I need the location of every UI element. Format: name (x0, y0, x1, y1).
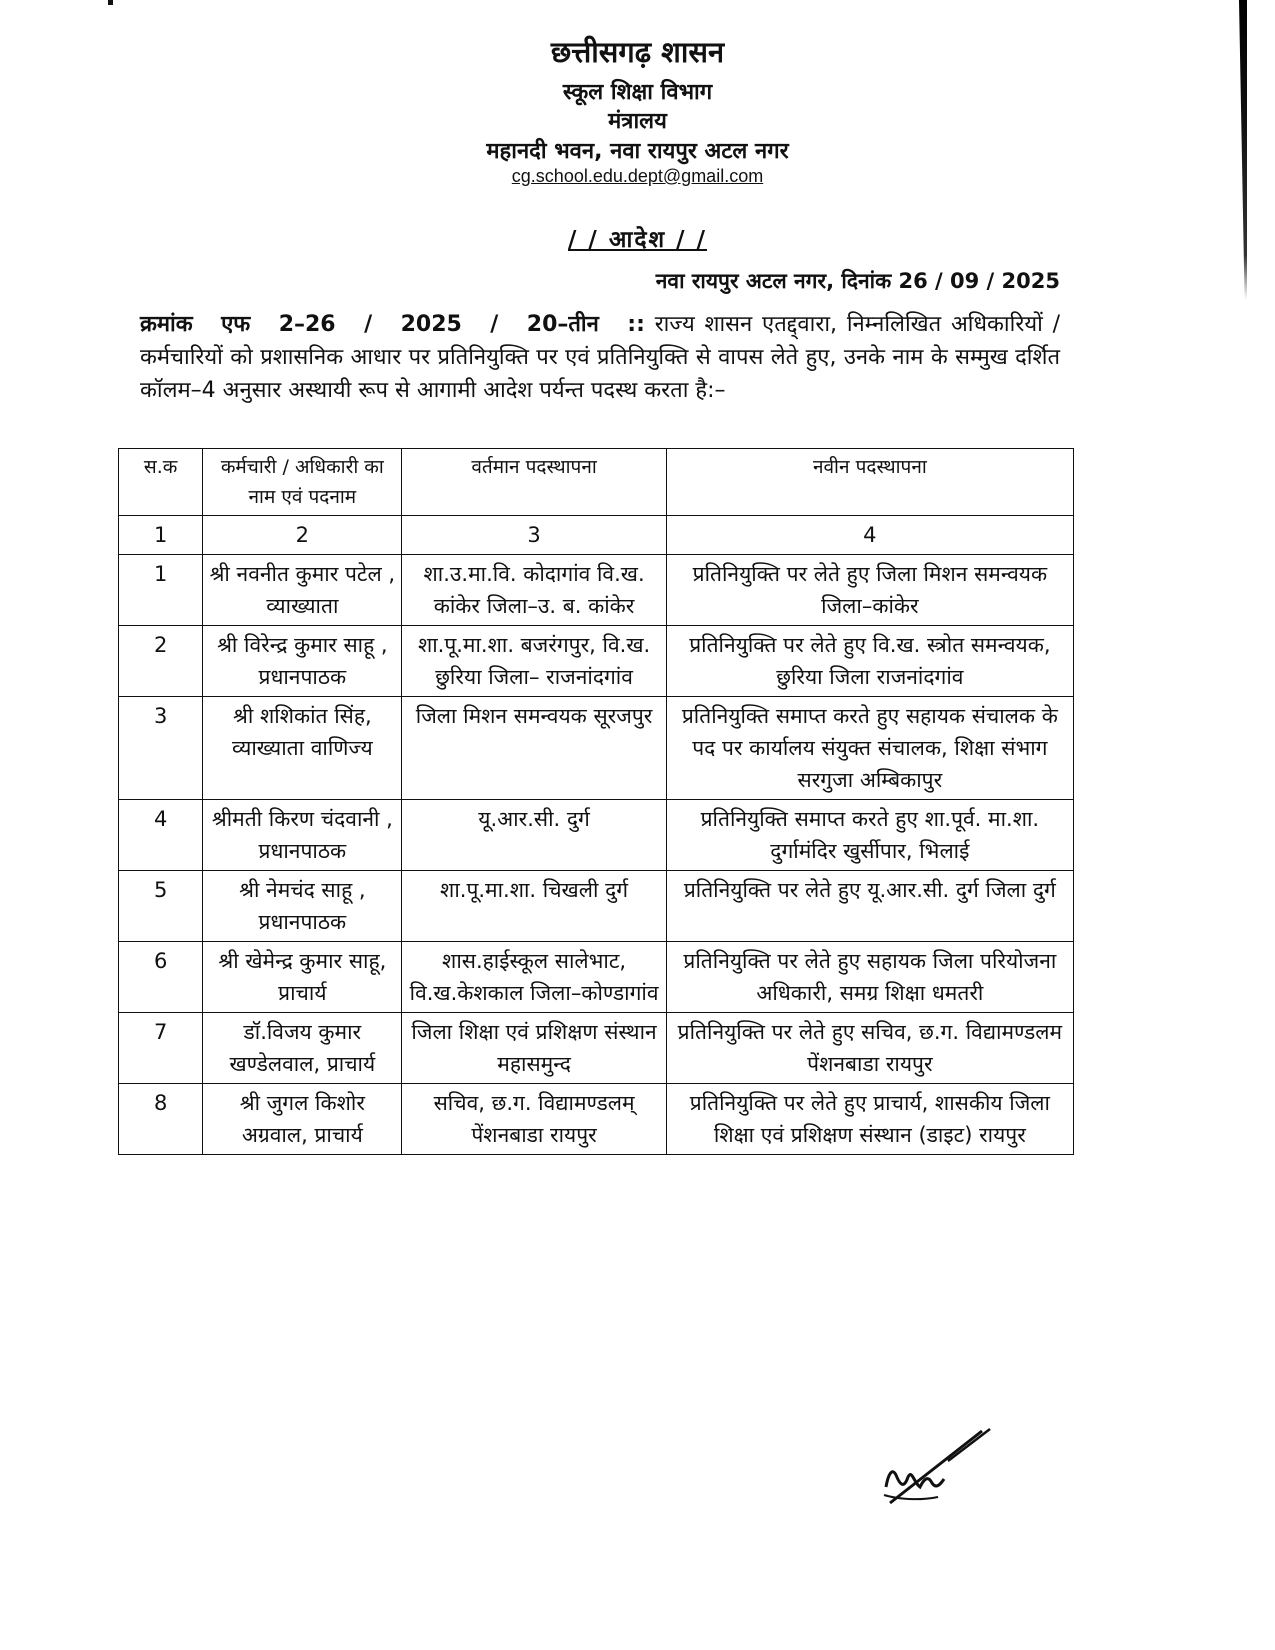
table-row (119, 871, 1074, 942)
ministry-title: मंत्रालय (608, 109, 667, 134)
cell-serial: 7 (119, 1013, 203, 1084)
cell-new-posting: प्रतिनियुक्ति समाप्त करते हुए सहायक संचालक के पद पर कार्यालय संयुक्त संचालक, शिक्षा संभाग सरगुजा अम्बिकापुर (666, 697, 1073, 800)
table-header-row (119, 449, 1074, 516)
cell-name: श्री नवनीत कुमार पटेल , व्याख्याता (203, 555, 402, 626)
cell-current-posting: शा.पू.मा.शा. बजरंगपुर, वि.ख. छुरिया जिला– राजनांदगांव (402, 626, 666, 697)
column-number: 1 (119, 516, 203, 555)
cell-current-posting: जिला मिशन समन्वयक सूरजपुर (402, 697, 666, 800)
table-row (119, 800, 1074, 871)
cell-serial: 8 (119, 1084, 203, 1155)
cell-serial: 5 (119, 871, 203, 942)
column-number: 4 (666, 516, 1073, 555)
cell-new-posting: प्रतिनियुक्ति पर लेते हुए जिला मिशन समन्वयक जिला–कांकेर (666, 555, 1073, 626)
header-new-posting: नवीन पदस्थापना (666, 449, 1073, 516)
table-row (119, 1084, 1074, 1155)
table-row (119, 1013, 1074, 1084)
cell-name: श्री नेमचंद साहू , प्रधानपाठक (203, 871, 402, 942)
table-row (119, 697, 1074, 800)
order-title: / / आदेश / / (568, 227, 707, 253)
cell-current-posting: सचिव, छ.ग. विद्यामण्डलम् पेंशनबाडा रायपुर (402, 1084, 666, 1155)
column-number: 3 (402, 516, 666, 555)
header-name: कर्मचारी / अधिकारी का नाम एवं पदनाम (203, 449, 402, 516)
cell-current-posting: यू.आर.सी. दुर्ग (402, 800, 666, 871)
posting-table (118, 448, 1074, 1155)
cell-serial: 6 (119, 942, 203, 1013)
cell-new-posting: प्रतिनियुक्ति पर लेते हुए यू.आर.सी. दुर्ग जिला दुर्ग (666, 871, 1073, 942)
cell-name: श्रीमती किरण चंदवानी , प्रधानपाठक (203, 800, 402, 871)
cell-name: श्री खेमेन्द्र कुमार साहू, प्राचार्य (203, 942, 402, 1013)
address-line: महानदी भवन, नवा रायपुर अटल नगर (486, 139, 789, 164)
cell-current-posting: शा.पू.मा.शा. चिखली दुर्ग (402, 871, 666, 942)
cell-new-posting: प्रतिनियुक्ति पर लेते हुए सहायक जिला परियोजना अधिकारी, समग्र शिक्षा धमतरी (666, 942, 1073, 1013)
order-body-text: राज्य शासन एतद्द्वारा, निम्नलिखित अधिकारियों / कर्मचारियों को प्रशासनिक आधार पर प्रतिनियुक्ति पर एवं प्रतिनियुक्ति से वापस लेते हुए, उनके नाम के सम्मुख दर्शित कॉलम–4 अनुसार अस्थायी रूप से आगामी आदेश पर्यन्त पदस्थ करता है:– (140, 312, 1060, 403)
cell-serial: 3 (119, 697, 203, 800)
cell-current-posting: शा.उ.मा.वि. कोदागांव वि.ख. कांकेर जिला–उ. ब. कांकेर (402, 555, 666, 626)
table-row (119, 626, 1074, 697)
cell-new-posting: प्रतिनियुक्ति पर लेते हुए वि.ख. स्त्रोत समन्वयक, छुरिया जिला राजनांदगांव (666, 626, 1073, 697)
scan-speck (108, 0, 113, 5)
date-line: नवा रायपुर अटल नगर, दिनांक 26 / 09 / 2025 (655, 269, 1060, 293)
cell-name: श्री शशिकांत सिंह, व्याख्याता वाणिज्य (203, 697, 402, 800)
header-current-posting: वर्तमान पदस्थापना (402, 449, 666, 516)
government-title: छत्तीसगढ़ शासन (550, 35, 725, 69)
cell-new-posting: प्रतिनियुक्ति पर लेते हुए प्राचार्य, शासकीय जिला शिक्षा एवं प्रशिक्षण संस्थान (डाइट) रायपुर (666, 1084, 1073, 1155)
department-title: स्कूल शिक्षा विभाग (562, 80, 713, 105)
table-row (119, 555, 1074, 626)
table-row (119, 942, 1074, 1013)
cell-new-posting: प्रतिनियुक्ति पर लेते हुए सचिव, छ.ग. विद्यामण्डलम पेंशनबाडा रायपुर (666, 1013, 1073, 1084)
cell-current-posting: जिला शिक्षा एवं प्रशिक्षण संस्थान महासमुन्द (402, 1013, 666, 1084)
order-paragraph (140, 308, 1060, 407)
cell-serial: 1 (119, 555, 203, 626)
cell-name: श्री विरेन्द्र कुमार साहू , प्रधानपाठक (203, 626, 402, 697)
reference-number: क्रमांक एफ 2–26 / 2025 / 20–तीन :: (140, 312, 645, 337)
column-number: 2 (203, 516, 402, 555)
cell-new-posting: प्रतिनियुक्ति समाप्त करते हुए शा.पूर्व. मा.शा. दुर्गामंदिर खुर्सीपार, भिलाई (666, 800, 1073, 871)
cell-name: डॉ.विजय कुमार खण्डेलवाल, प्राचार्य (203, 1013, 402, 1084)
cell-current-posting: शास.हाईस्कूल सालेभाट, वि.ख.केशकाल जिला–कोण्डागांव (402, 942, 666, 1013)
cell-name: श्री जुगल किशोर अग्रवाल, प्राचार्य (203, 1084, 402, 1155)
signature-icon (878, 1425, 993, 1510)
column-number-row (119, 516, 1074, 555)
order-heading (0, 222, 1275, 254)
cell-serial: 4 (119, 800, 203, 871)
email-link[interactable]: cg.school.edu.dept@gmail.com (511, 166, 764, 186)
cell-serial: 2 (119, 626, 203, 697)
header-serial: स.क (119, 449, 203, 516)
